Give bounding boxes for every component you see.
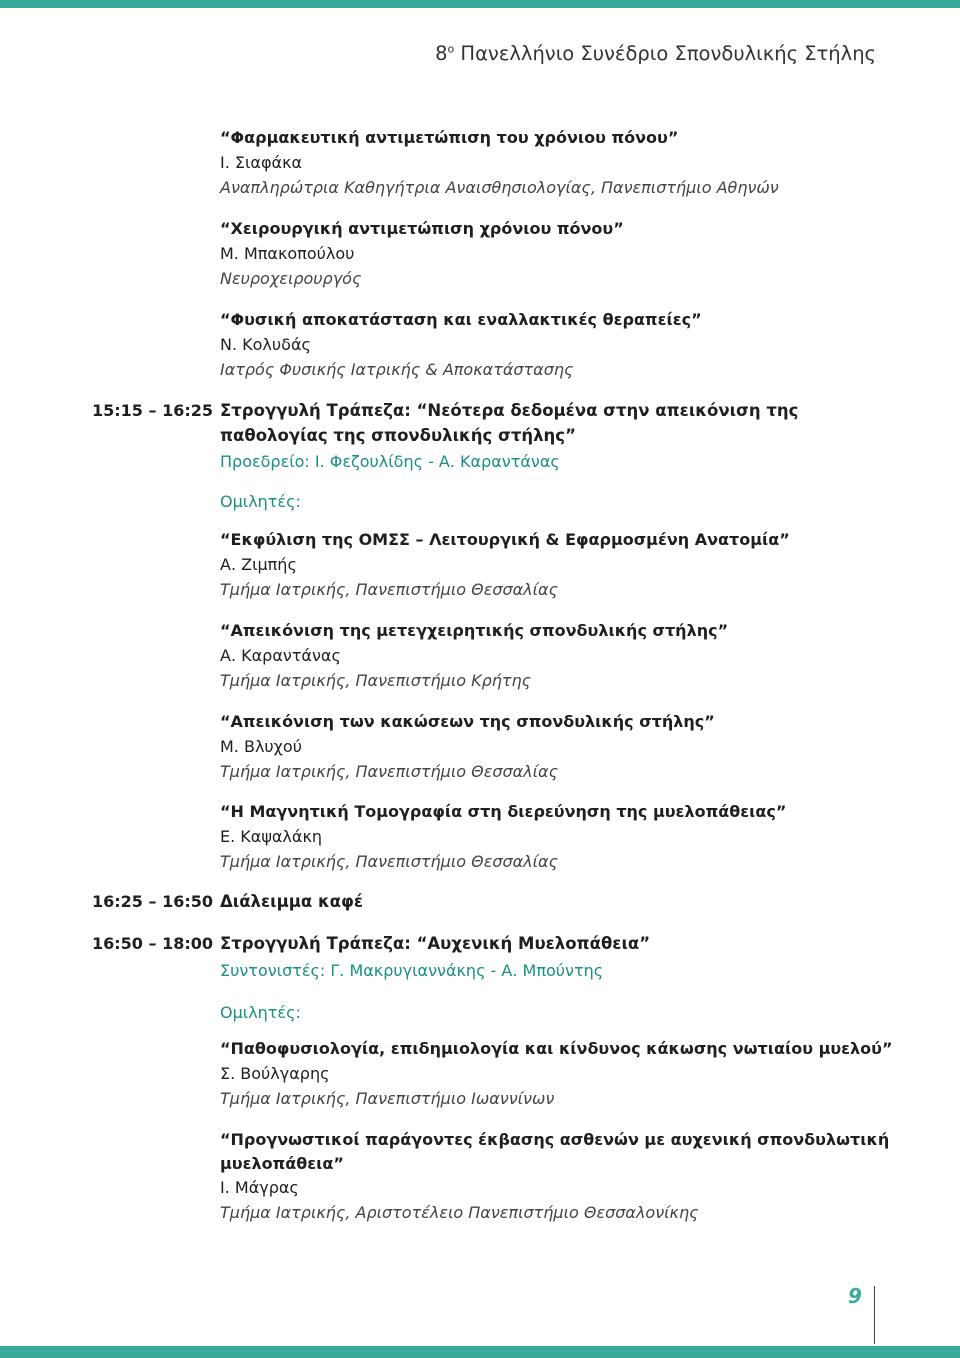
- talk-speaker: Α. Ζιμπής: [220, 555, 297, 574]
- talk-speaker: Ι. Σιαφάκα: [220, 153, 303, 172]
- talk-title: “Η Μαγνητική Τομογραφία στη διερεύνηση της μυελοπάθειας”: [220, 802, 787, 821]
- talk-affiliation: Τμήμα Ιατρικής, Αριστοτέλειο Πανεπιστήμιο Θεσσαλονίκης: [220, 1203, 699, 1222]
- top-accent-bar: [0, 0, 960, 8]
- talk-affiliation: Τμήμα Ιατρικής, Πανεπιστήμιο Θεσσαλίας: [220, 852, 558, 871]
- talk-title: “Παθοφυσιολογία, επιδημιολογία και κίνδυνος κάκωσης νωτιαίου μυελού”: [220, 1039, 893, 1058]
- speakers-label: Ομιλητές:: [220, 492, 301, 511]
- session-chairs: Συντονιστές: Γ. Μακρυγιαννάκης - Α. Μπούντης: [220, 961, 604, 980]
- talk-affiliation: Τμήμα Ιατρικής, Πανεπιστήμιο Θεσσαλίας: [220, 580, 558, 599]
- session-title-line-1: Στρογγυλή Τράπεζα: “Νεότερα δεδομένα στην απεικόνιση της: [220, 401, 799, 420]
- talk-speaker: Ε. Καψαλάκη: [220, 827, 323, 846]
- break-time: 16:25 – 16:50: [92, 892, 213, 911]
- break-title: Διάλειμμα καφέ: [220, 892, 364, 911]
- speakers-label: Ομιλητές:: [220, 1003, 301, 1022]
- page-number-divider: [874, 1286, 875, 1344]
- talk-speaker: Α. Καραντάνας: [220, 646, 341, 665]
- talk-affiliation: Αναπληρώτρια Καθηγήτρια Αναισθησιολογίας, Πανεπιστήμιο Αθηνών: [220, 178, 779, 197]
- talk-title: “Χειρουργική αντιμετώπιση χρόνιου πόνου”: [220, 219, 624, 238]
- running-header: $8^o$ Πανελλήνιο Συνέδριο Σπονδυλικής Στήλης: [435, 42, 876, 65]
- talk-affiliation: Νευροχειρουργός: [220, 269, 362, 288]
- talk-speaker: Ν. Κολυδάς: [220, 335, 311, 354]
- talk-affiliation: Τμήμα Ιατρικής, Πανεπιστήμιο Κρήτης: [220, 671, 532, 690]
- talk-title: “Απεικόνιση της μετεγχειρητικής σπονδυλικής στήλης”: [220, 621, 729, 640]
- talk-title-line-2: μυελοπάθεια”: [220, 1154, 344, 1173]
- session-title: Στρογγυλή Τράπεζα: “Αυχενική Μυελοπάθεια”: [220, 934, 651, 953]
- talk-title: “Φυσική αποκατάσταση και εναλλακτικές θεραπείες”: [220, 310, 702, 329]
- talk-affiliation: Τμήμα Ιατρικής, Πανεπιστήμιο Ιωαννίνων: [220, 1089, 555, 1108]
- session-title-line-2: παθολογίας της σπονδυλικής στήλης”: [220, 426, 576, 445]
- talk-affiliation: Τμήμα Ιατρικής, Πανεπιστήμιο Θεσσαλίας: [220, 762, 558, 781]
- talk-speaker: Ι. Μάγρας: [220, 1178, 299, 1197]
- talk-speaker: Σ. Βούλγαρης: [220, 1064, 330, 1083]
- session-time: 15:15 – 16:25: [92, 401, 213, 420]
- session-chairs: Προεδρείο: Ι. Φεζουλίδης - Α. Καραντάνας: [220, 452, 560, 471]
- talk-title: “Απεικόνιση των κακώσεων της σπονδυλικής στήλης”: [220, 712, 715, 731]
- talk-title: “Φαρμακευτική αντιμετώπιση του χρόνιου πόνου”: [220, 128, 679, 147]
- talk-speaker: Μ. Βλυχού: [220, 737, 302, 756]
- bottom-accent-bar: [0, 1346, 960, 1358]
- page-number: 9: [848, 1284, 862, 1308]
- talk-title-line-1: “Προγνωστικοί παράγοντες έκβασης ασθενών με αυχενική σπονδυλωτική: [220, 1130, 890, 1149]
- talk-affiliation: Ιατρός Φυσικής Ιατρικής & Αποκατάστασης: [220, 360, 574, 379]
- session-time: 16:50 – 18:00: [92, 934, 213, 953]
- talk-speaker: Μ. Μπακοπούλου: [220, 244, 355, 263]
- talk-title: “Εκφύλιση της ΟΜΣΣ – Λειτουργική & Εφαρμοσμένη Ανατομία”: [220, 530, 790, 549]
